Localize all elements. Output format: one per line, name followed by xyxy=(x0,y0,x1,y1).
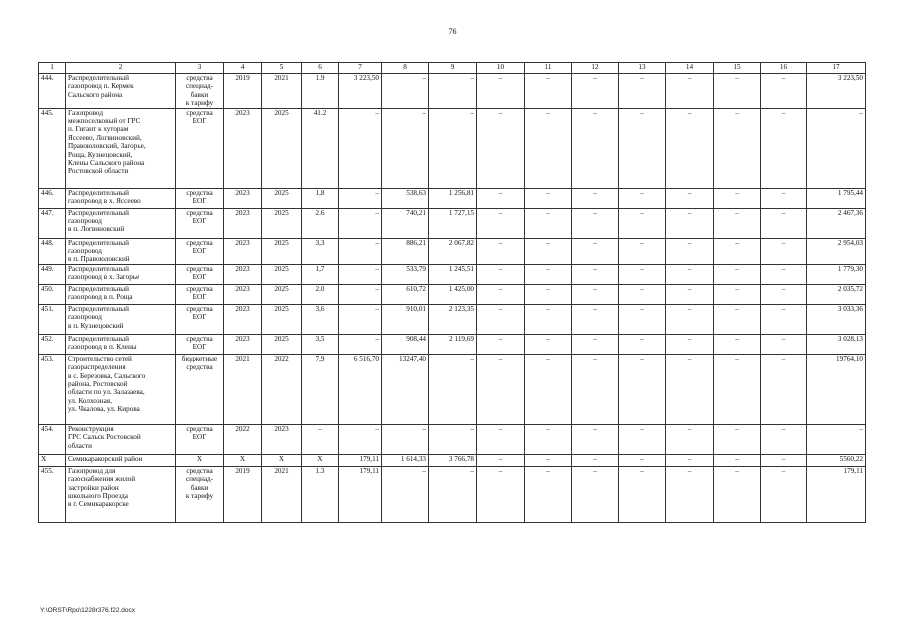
column-header-1: 1 xyxy=(39,63,66,74)
table-row xyxy=(39,304,866,334)
table-cell-source: средства ЕОГ xyxy=(176,238,224,264)
table-cell-c7: 179,11 xyxy=(339,454,382,466)
table-cell-c16: – xyxy=(761,74,807,109)
table-cell-c11: – xyxy=(525,424,572,454)
table-cell-source: средства ЕОГ xyxy=(176,284,224,304)
table-cell-c12: – xyxy=(572,208,619,238)
table-cell-num: 448. xyxy=(39,238,66,264)
table-cell-c7: 6 516,70 xyxy=(339,354,382,424)
table-cell-c10: – xyxy=(477,108,525,188)
table-cell-num: 445. xyxy=(39,108,66,188)
table-cell-c9: 1 727,15 xyxy=(429,208,477,238)
page-number: 76 xyxy=(448,27,457,36)
table-cell-c13: – xyxy=(619,284,666,304)
file-path-footer: Y:\ORST\Rpo\1228r376.f22.docx xyxy=(40,607,136,614)
table-cell-source: средства спецнад- бавки к тарифу xyxy=(176,74,224,109)
table-cell-c10: – xyxy=(477,74,525,109)
table-cell-c13: – xyxy=(619,334,666,354)
table-cell-name: Распределительный газопровод п. Кермек Сальского района xyxy=(66,74,176,109)
table-cell-c9: – xyxy=(429,354,477,424)
table-cell-end: 2025 xyxy=(262,208,302,238)
column-header-8: 8 xyxy=(382,63,429,74)
table-cell-c12: – xyxy=(572,74,619,109)
table-cell-c9: – xyxy=(429,466,477,522)
table-cell-source: средства ЕОГ xyxy=(176,108,224,188)
table-cell-c13: – xyxy=(619,238,666,264)
table-row xyxy=(39,334,866,354)
table-cell-c14: – xyxy=(666,354,714,424)
column-header-2: 2 xyxy=(66,63,176,74)
column-header-12: 12 xyxy=(572,63,619,74)
table-cell-start: 2019 xyxy=(224,74,262,109)
table-cell-c8: – xyxy=(382,466,429,522)
table-cell-end: 2025 xyxy=(262,334,302,354)
table-cell-c10: – xyxy=(477,284,525,304)
table-cell-total: 2 954,03 xyxy=(807,238,866,264)
table-cell-c8: 740,21 xyxy=(382,208,429,238)
column-header-5: 5 xyxy=(262,63,302,74)
table-cell-c12: – xyxy=(572,304,619,334)
table-cell-c15: – xyxy=(714,74,761,109)
table-row xyxy=(39,284,866,304)
table-cell-c7: – xyxy=(339,334,382,354)
table-cell-name: Газопровод межпоселковый от ГРС п. Гигант к хуторам Яссеево, Логвиновский, Правоюловский, Загорье, Роща, Кузнецовский, Клены Сальского района Ростовской области xyxy=(66,108,176,188)
table-cell-c12: – xyxy=(572,354,619,424)
table-cell-end: 2025 xyxy=(262,284,302,304)
table-cell-start: 2023 xyxy=(224,208,262,238)
table-cell-c16: – xyxy=(761,284,807,304)
table-cell-c9: 3 766,78 xyxy=(429,454,477,466)
table-cell-name: Распределительный газопровод в п. Правоюловский xyxy=(66,238,176,264)
table-row xyxy=(39,238,866,264)
table-cell-c9: 2 119,69 xyxy=(429,334,477,354)
table-cell-c11: – xyxy=(525,188,572,208)
table-cell-source: X xyxy=(176,454,224,466)
table-cell-name: Реконструкция ГРС Сальск Ростовской области xyxy=(66,424,176,454)
table-cell-c10: – xyxy=(477,188,525,208)
table-cell-c14: – xyxy=(666,284,714,304)
table-cell-c7: – xyxy=(339,208,382,238)
table-cell-c9: 2 123,35 xyxy=(429,304,477,334)
table-cell-c9: 2 067,82 xyxy=(429,238,477,264)
table-cell-source: средства ЕОГ xyxy=(176,304,224,334)
table-cell-c9: 1 256,81 xyxy=(429,188,477,208)
table-cell-c15: – xyxy=(714,334,761,354)
table-cell-c14: – xyxy=(666,264,714,284)
table-cell-c16: – xyxy=(761,454,807,466)
table-cell-c14: – xyxy=(666,454,714,466)
table-cell-start: 2023 xyxy=(224,284,262,304)
table-cell-c8: 908,44 xyxy=(382,334,429,354)
table-cell-end: 2025 xyxy=(262,304,302,334)
table-cell-c14: – xyxy=(666,334,714,354)
table-cell-c14: – xyxy=(666,466,714,522)
table-cell-c7: – xyxy=(339,284,382,304)
table-cell-c10: – xyxy=(477,424,525,454)
table-cell-end: 2025 xyxy=(262,264,302,284)
table-cell-total: 2 467,36 xyxy=(807,208,866,238)
table-cell-c7: – xyxy=(339,108,382,188)
table-row xyxy=(39,208,866,238)
column-header-6: 6 xyxy=(302,63,339,74)
table-cell-c15: – xyxy=(714,466,761,522)
column-header-7: 7 xyxy=(339,63,382,74)
table-cell-c11: – xyxy=(525,354,572,424)
table-cell-name: Распределительный газопровод в п. Кузнецовский xyxy=(66,304,176,334)
table-cell-c15: – xyxy=(714,208,761,238)
table-cell-c8: 886,21 xyxy=(382,238,429,264)
table-header-row xyxy=(39,63,866,74)
column-header-14: 14 xyxy=(666,63,714,74)
table-cell-c16: – xyxy=(761,264,807,284)
table-cell-c7: – xyxy=(339,424,382,454)
table-cell-start: 2023 xyxy=(224,264,262,284)
investment-table xyxy=(38,62,866,523)
table-cell-c8: 13247,40 xyxy=(382,354,429,424)
table-cell-c8: 1 614,33 xyxy=(382,454,429,466)
table-cell-start: 2019 xyxy=(224,466,262,522)
table-cell-start: 2023 xyxy=(224,304,262,334)
table-cell-c16: – xyxy=(761,304,807,334)
table-cell-total: 1 795,44 xyxy=(807,188,866,208)
table-row xyxy=(39,74,866,109)
table-cell-c12: – xyxy=(572,264,619,284)
table-cell-name: Распределительный газопровод в п. Клены xyxy=(66,334,176,354)
table-cell-c14: – xyxy=(666,74,714,109)
table-cell-c15: – xyxy=(714,424,761,454)
table-cell-name: Распределительный газопровод в х. Загорье xyxy=(66,264,176,284)
table-cell-total: 3 033,36 xyxy=(807,304,866,334)
table-cell-c11: – xyxy=(525,466,572,522)
table-cell-c13: – xyxy=(619,188,666,208)
table-cell-c11: – xyxy=(525,454,572,466)
column-header-4: 4 xyxy=(224,63,262,74)
table-cell-c13: – xyxy=(619,304,666,334)
table-cell-num: 451. xyxy=(39,304,66,334)
table-cell-c7: – xyxy=(339,264,382,284)
table-row xyxy=(39,264,866,284)
table-row xyxy=(39,354,866,424)
table-cell-total: 3 028,13 xyxy=(807,334,866,354)
table-cell-c14: – xyxy=(666,188,714,208)
table-cell-name: Распределительный газопровод в п. Логвиновский xyxy=(66,208,176,238)
table-cell-name: Строительство сетей газораспределения в с. Березовка, Сальского района, Ростовской области по ул. Залазаева, ул. Колхозная, ул. Чкалова, ул. Кирова xyxy=(66,354,176,424)
table-cell-c16: – xyxy=(761,238,807,264)
table-cell-c15: – xyxy=(714,108,761,188)
table-cell-c11: – xyxy=(525,334,572,354)
table-cell-c13: – xyxy=(619,466,666,522)
table-cell-end: 2021 xyxy=(262,466,302,522)
table-cell-c9: – xyxy=(429,74,477,109)
table-cell-c14: – xyxy=(666,304,714,334)
table-body xyxy=(39,63,866,523)
table-cell-num: 455. xyxy=(39,466,66,522)
table-cell-c15: – xyxy=(714,454,761,466)
table-cell-c11: – xyxy=(525,208,572,238)
table-cell-c15: – xyxy=(714,188,761,208)
table-cell-total: – xyxy=(807,424,866,454)
table-cell-c10: – xyxy=(477,264,525,284)
table-cell-end: 2025 xyxy=(262,238,302,264)
table-cell-num: 446. xyxy=(39,188,66,208)
table-cell-length: 1,7 xyxy=(302,264,339,284)
table-cell-c13: – xyxy=(619,454,666,466)
table-cell-total: – xyxy=(807,108,866,188)
table-cell-start: 2023 xyxy=(224,238,262,264)
table-cell-total: 19764,10 xyxy=(807,354,866,424)
column-header-10: 10 xyxy=(477,63,525,74)
table-cell-c9: 1 245,51 xyxy=(429,264,477,284)
table-cell-c7: 3 223,50 xyxy=(339,74,382,109)
table-cell-num: X xyxy=(39,454,66,466)
table-cell-source: средства ЕОГ xyxy=(176,208,224,238)
column-header-13: 13 xyxy=(619,63,666,74)
table-cell-length: 1.3 xyxy=(302,466,339,522)
table-row xyxy=(39,108,866,188)
table-cell-start: 2021 xyxy=(224,354,262,424)
table-cell-num: 449. xyxy=(39,264,66,284)
table-cell-c15: – xyxy=(714,284,761,304)
table-cell-length: 1.9 xyxy=(302,74,339,109)
table-row xyxy=(39,466,866,522)
table-cell-start: 2023 xyxy=(224,334,262,354)
column-header-3: 3 xyxy=(176,63,224,74)
table-cell-length: 41.2 xyxy=(302,108,339,188)
table-cell-c12: – xyxy=(572,238,619,264)
table-cell-c10: – xyxy=(477,354,525,424)
table-cell-c12: – xyxy=(572,284,619,304)
table-cell-source: средства ЕОГ xyxy=(176,188,224,208)
table-cell-source: средства ЕОГ xyxy=(176,424,224,454)
table-cell-length: 2.6 xyxy=(302,208,339,238)
table-cell-source: бюджетные средства xyxy=(176,354,224,424)
table-cell-c10: – xyxy=(477,238,525,264)
table-cell-c8: 538,63 xyxy=(382,188,429,208)
table-cell-name: Газопровод для газоснабжения жилой застройки район школьного Проезда в г. Семикаракорске xyxy=(66,466,176,522)
table-cell-c8: 910,01 xyxy=(382,304,429,334)
table-cell-end: 2025 xyxy=(262,188,302,208)
table-cell-c13: – xyxy=(619,208,666,238)
column-header-9: 9 xyxy=(429,63,477,74)
column-header-17: 17 xyxy=(807,63,866,74)
table-cell-num: 450. xyxy=(39,284,66,304)
table-cell-num: 452. xyxy=(39,334,66,354)
table-cell-c8: – xyxy=(382,424,429,454)
table-cell-c10: – xyxy=(477,466,525,522)
table-cell-c13: – xyxy=(619,264,666,284)
table-cell-total: 5560,22 xyxy=(807,454,866,466)
table-cell-source: средства спецнад- бавки к тарифу xyxy=(176,466,224,522)
table-cell-c16: – xyxy=(761,354,807,424)
table-cell-num: 447. xyxy=(39,208,66,238)
table-cell-c7: 179,11 xyxy=(339,466,382,522)
table-cell-end: X xyxy=(262,454,302,466)
table-cell-c11: – xyxy=(525,304,572,334)
table-cell-c8: – xyxy=(382,108,429,188)
table-cell-name: Распределительный газопровод в х. Яссеево xyxy=(66,188,176,208)
table-cell-length: X xyxy=(302,454,339,466)
table-cell-name: Распределительный газопровод в п. Роща xyxy=(66,284,176,304)
table-cell-c11: – xyxy=(525,264,572,284)
table-cell-c14: – xyxy=(666,238,714,264)
table-cell-start: 2023 xyxy=(224,188,262,208)
table-cell-total: 2 035,72 xyxy=(807,284,866,304)
column-header-16: 16 xyxy=(761,63,807,74)
table-cell-num: 453. xyxy=(39,354,66,424)
table-cell-total: 1 779,30 xyxy=(807,264,866,284)
table-cell-c13: – xyxy=(619,74,666,109)
table-cell-c9: – xyxy=(429,108,477,188)
table-row xyxy=(39,188,866,208)
column-header-11: 11 xyxy=(525,63,572,74)
table-cell-c16: – xyxy=(761,108,807,188)
table-cell-name: Семикаракорский район xyxy=(66,454,176,466)
table-cell-c12: – xyxy=(572,334,619,354)
table-cell-end: 2022 xyxy=(262,354,302,424)
table-cell-length: – xyxy=(302,424,339,454)
table-cell-c11: – xyxy=(525,284,572,304)
table-cell-c16: – xyxy=(761,208,807,238)
table-cell-c14: – xyxy=(666,424,714,454)
table-cell-c12: – xyxy=(572,188,619,208)
table-cell-c10: – xyxy=(477,334,525,354)
table-cell-c7: – xyxy=(339,304,382,334)
table-cell-length: 3,5 xyxy=(302,334,339,354)
table-cell-end: 2021 xyxy=(262,74,302,109)
table-cell-c13: – xyxy=(619,354,666,424)
table-cell-total: 3 223,50 xyxy=(807,74,866,109)
table-cell-c12: – xyxy=(572,454,619,466)
table-cell-c8: – xyxy=(382,74,429,109)
table-cell-start: X xyxy=(224,454,262,466)
table-cell-c10: – xyxy=(477,304,525,334)
table-cell-c10: – xyxy=(477,454,525,466)
table-cell-c15: – xyxy=(714,264,761,284)
table-cell-length: 1,8 xyxy=(302,188,339,208)
table-cell-c15: – xyxy=(714,238,761,264)
table-cell-c11: – xyxy=(525,238,572,264)
table-cell-c11: – xyxy=(525,108,572,188)
table-cell-c16: – xyxy=(761,334,807,354)
table-cell-length: 7,9 xyxy=(302,354,339,424)
table-cell-num: 454. xyxy=(39,424,66,454)
table-cell-c13: – xyxy=(619,424,666,454)
table-cell-length: 3,3 xyxy=(302,238,339,264)
table-cell-c15: – xyxy=(714,354,761,424)
table-cell-c12: – xyxy=(572,466,619,522)
table-cell-c12: – xyxy=(572,424,619,454)
table-cell-c8: 610,72 xyxy=(382,284,429,304)
table-cell-length: 2.0 xyxy=(302,284,339,304)
column-header-15: 15 xyxy=(714,63,761,74)
table-cell-end: 2023 xyxy=(262,424,302,454)
table-cell-c11: – xyxy=(525,74,572,109)
table-cell-num: 444. xyxy=(39,74,66,109)
table-cell-c14: – xyxy=(666,108,714,188)
table-cell-c10: – xyxy=(477,208,525,238)
table-cell-start: 2023 xyxy=(224,108,262,188)
table-cell-c15: – xyxy=(714,304,761,334)
table-row xyxy=(39,454,866,466)
table-cell-c14: – xyxy=(666,208,714,238)
table-row xyxy=(39,424,866,454)
table-cell-c16: – xyxy=(761,188,807,208)
table-cell-length: 3,6 xyxy=(302,304,339,334)
table-cell-c9: 1 425,00 xyxy=(429,284,477,304)
table-cell-end: 2025 xyxy=(262,108,302,188)
table-cell-c7: – xyxy=(339,238,382,264)
table-cell-c12: – xyxy=(572,108,619,188)
table-cell-c7: – xyxy=(339,188,382,208)
table-cell-source: средства ЕОГ xyxy=(176,334,224,354)
table-cell-c16: – xyxy=(761,424,807,454)
table-cell-source: средства ЕОГ xyxy=(176,264,224,284)
table-cell-c8: 533,79 xyxy=(382,264,429,284)
table-cell-c9: – xyxy=(429,424,477,454)
table-cell-c13: – xyxy=(619,108,666,188)
table-cell-start: 2022 xyxy=(224,424,262,454)
table-cell-total: 179,11 xyxy=(807,466,866,522)
table-cell-c16: – xyxy=(761,466,807,522)
